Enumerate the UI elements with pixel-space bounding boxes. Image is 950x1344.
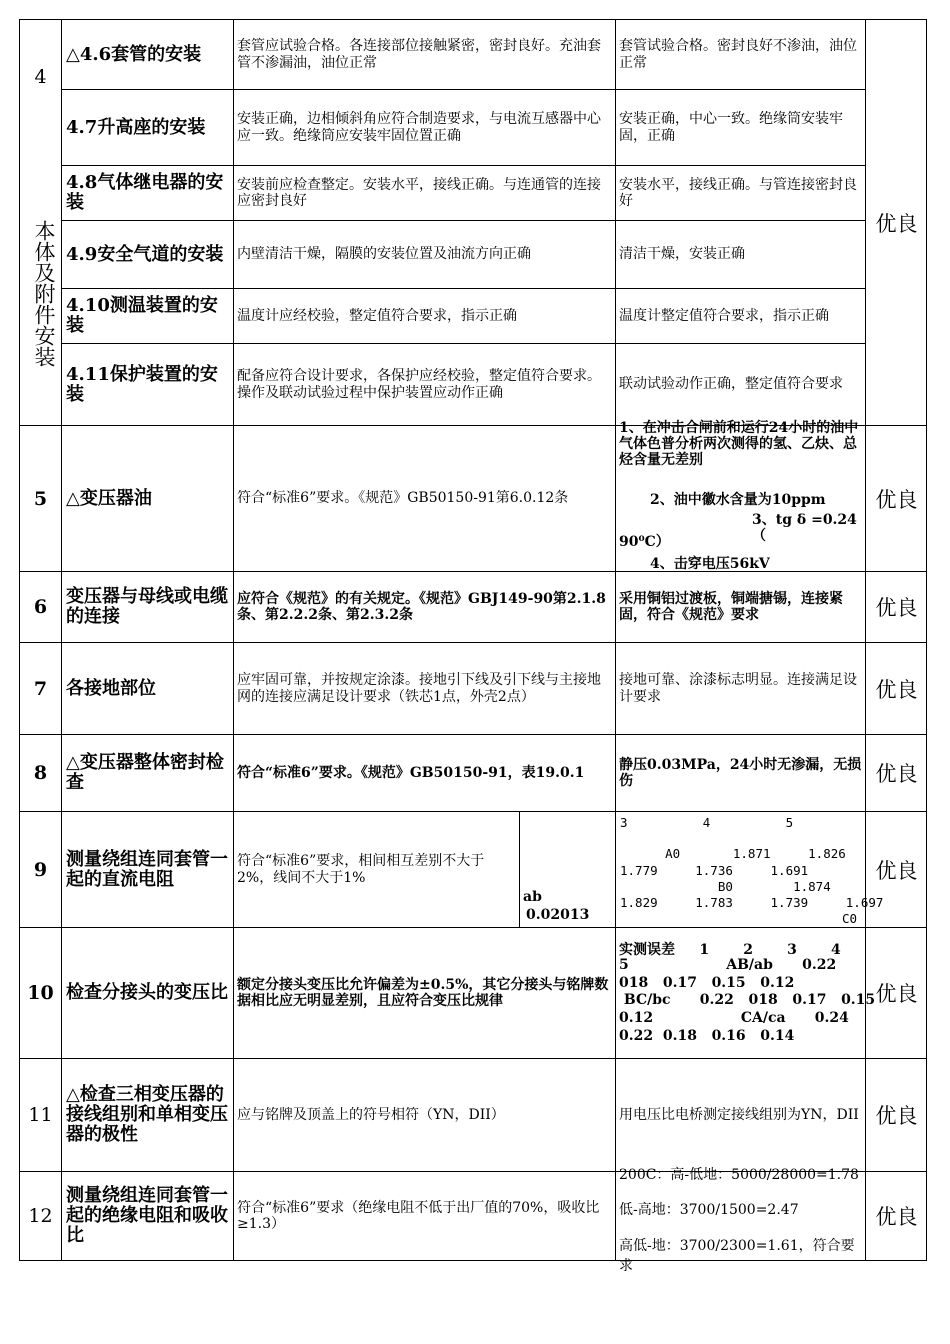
row-8-item: △变压器整体密封检查 [62,735,234,812]
row-4-6-standard: 套管应试验合格。各连接部位接触紧密，密封良好。充油套管不渗漏油，油位正常 [234,20,616,90]
row-9-result-line-2: A0 1.871 1.826 [620,846,846,861]
row-9-number: 9 [20,812,62,928]
row-4-11-standard: 配备应符合设计要求，各保护应经校验，整定值符合要求。操作及联动试验过程中保护装置应动作正确 [234,344,616,426]
row-5-grade: 优良 [866,426,927,572]
row-5-number: 5 [20,426,62,572]
row-9-result-line-6: C0 [841,911,857,926]
row-10-result-line-1: 实测误差 1 2 3 4 [619,942,841,958]
row-8-number: 8 [20,735,62,812]
row-9-grade: 优良 [866,812,927,928]
row-10-result [616,928,876,1059]
row-9-result-line-4: B0 1.874 [620,879,831,894]
row-10-item: 检查分接头的变压比 [62,928,234,1059]
row-4-8-standard: 安装前应检查整定。安装水平，接线正确。与连通管的连接应密封良好 [234,166,616,221]
row-11-result: 用电压比电桥测定接线组别为YN，DII [616,1059,866,1172]
row-10-result-line-6: 0.22 0.18 0.16 0.14 [619,1028,795,1044]
row-10-grade: 优良 [866,928,927,1059]
row-9-standard: 符合“标准6”要求，相间相互差别不大于2%，线间不大于1% [234,812,520,928]
row-5-result [616,420,866,572]
row-4-8-item: 4.8气体继电器的安装 [62,166,234,221]
row-9-middle [520,812,616,928]
row-12-number: 12 [20,1172,62,1260]
row-4-9-item: 4.9安全气道的安装 [62,221,234,289]
row-4-10-result: 温度计整定值符合要求，指示正确 [616,289,866,344]
row-5-result-line-3: 3、tg δ =0.24（ [752,512,857,545]
row-9-result-line-5: 1.829 1.783 1.739 1.697 [620,895,884,910]
row-5-item: △变压器油 [62,426,234,572]
row-4-group-label: 本体及附件安装 [32,220,56,367]
row-7-result: 接地可靠、涂漆标志明显。连接满足设计要求 [616,643,866,735]
row-5-result-line-2: 2、油中徽水含量为10ppm [650,492,826,508]
row-11-standard: 应与铭牌及顶盖上的符号相符（YN，DII） [234,1059,616,1172]
row-11-number: 11 [20,1059,62,1172]
row-7-standard: 应牢固可靠，并按规定涂漆。接地引下线及引下线与主接地网的连接应满足设计要求（铁芯1点，外壳2点） [234,643,616,735]
row-12-item: 测量绕组连同套管一起的绝缘电阻和吸收比 [62,1172,234,1260]
row-8-grade: 优良 [866,735,927,812]
row-4-7-item: 4.7升高座的安装 [62,90,234,166]
row-4-7-standard: 安装正确，边相倾斜角应符合制造要求，与电流互感器中心应一致。绝缘筒应安装牢固位置正确 [234,90,616,166]
row-10-result-line-5: 0.12 CA/ca 0.24 [619,1010,849,1026]
row-4-grade: 优良 [866,20,927,426]
row-7-item: 各接地部位 [62,643,234,735]
row-10-standard: 额定分接头变压比允许偏差为±0.5%，其它分接头与铭牌数据相比应无明显差别，且应符合变压比规律 [234,928,616,1059]
row-4-10-standard: 温度计应经校验，整定值符合要求，指示正确 [234,289,616,344]
row-6-item: 变压器与母线或电缆的连接 [62,572,234,643]
row-6-number: 6 [20,572,62,643]
row-4-10-item: 4.10测温装置的安装 [62,289,234,344]
row-5-result-line-4: 90⁰C） [619,534,670,550]
row-4-number-cell [20,20,62,426]
row-12-result-line-1: 200C：高-低地：5000/28000=1.78 [619,1167,859,1183]
row-4-11-item: 4.11保护装置的安装 [62,344,234,426]
inspection-table [19,19,927,1274]
row-4-number: 4 [34,66,47,88]
row-4-9-standard: 内壁清洁干燥，隔膜的安装位置及油流方向正确 [234,221,616,289]
row-12-result [616,1167,866,1274]
row-4-8-result: 安装水平，接线正确。与管连接密封良好 [616,166,866,221]
row-4-11-result: 联动试验动作正确，整定值符合要求 [616,344,866,426]
row-5-standard: 符合“标准6”要求。《规范》GB50150-91第6.0.12条 [234,426,616,572]
row-6-standard: 应符合《规范》的有关规定。《规范》GBJ149-90第2.1.8条、第2.2.2条、第2.3.2条 [234,572,616,643]
row-11-item: △检查三相变压器的接线组别和单相变压器的极性 [62,1059,234,1172]
row-12-standard: 符合“标准6”要求（绝缘电阻不低于出厂值的70%，吸收比≥1.3） [234,1172,616,1260]
row-5-result-line-1: 1、在冲击合闸前和运行24小时的油中气体色普分析两次测得的氢、乙炔、总烃含量无差别 [619,420,859,469]
row-4-7-result: 安装正确，中心一致。绝缘筒安装牢固，正确 [616,90,866,166]
row-10-result-line-4: BC/bc 0.22 018 0.17 0.15 [619,992,876,1008]
row-10-result-line-3: 018 0.17 0.15 0.12 [619,975,795,991]
row-12-grade: 优良 [875,1205,918,1229]
row-6-grade: 优良 [866,572,927,643]
row-9-item: 测量绕组连同套管一起的直流电阻 [62,812,234,928]
row-9-result-line-3: 1.779 1.736 1.691 [620,863,809,878]
row-7-number: 7 [20,643,62,735]
row-6-result: 采用铜铝过渡板，铜端搪锡，连接紧固，符合《规范》要求 [616,572,866,643]
row-12-result-line-2: 低-高地：3700/1500=2.47 [619,1202,799,1218]
row-12-result-line-3: 高低-地：3700/2300=1.61，符合要求 [619,1238,855,1274]
row-9-middle-line-1: ab [523,889,542,905]
row-9-result [616,812,884,928]
row-9-result-line-1: 3 4 5 [620,815,794,830]
row-9-middle-line-2: 0.02013 [526,907,590,923]
row-7-grade: 优良 [866,643,927,735]
row-4-6-result: 套管试验合格。密封良好不渗油，油位正常 [616,20,866,90]
row-4-9-result: 清洁干燥，安装正确 [616,221,866,289]
row-8-standard: 符合“标准6”要求。《规范》GB50150-91，表19.0.1 [234,735,616,812]
row-10-result-line-2: 5 AB/ab 0.22 [619,957,837,973]
row-10-number: 10 [20,928,62,1059]
row-11-grade: 优良 [866,1059,927,1172]
row-8-result: 静压0.03MPa，24小时无渗漏，无损伤 [616,735,866,812]
row-4-6-item: △4.6套管的安装 [62,20,234,90]
row-5-result-line-5: 4、击穿电压56kV [650,556,770,572]
